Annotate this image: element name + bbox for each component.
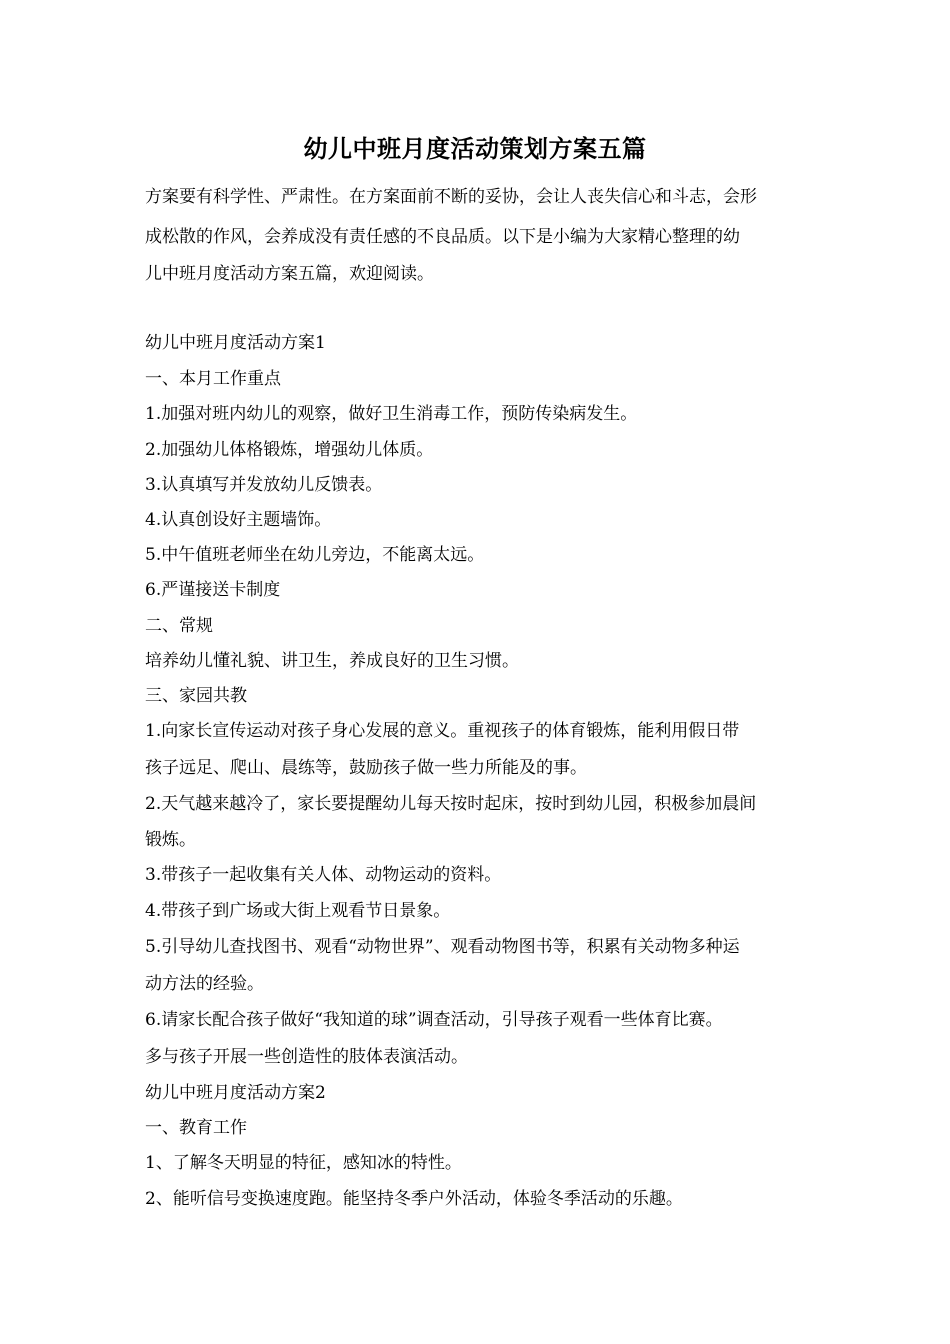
family-item-6-line-1: 6.请家长配合孩子做好“我知道的球”调查活动，引导孩子观看一些体育比赛。 [145,1010,723,1030]
family-item-5-line-2: 动方法的经验。 [145,974,264,994]
plan1-item-1: 1.加强对班内幼儿的观察，做好卫生消毒工作，预防传染病发生。 [145,404,638,424]
plan1-item-6: 6.严谨接送卡制度 [145,580,281,600]
document-title: 幼儿中班月度活动策划方案五篇 [303,134,647,163]
intro-line-2: 成松散的作风，会养成没有责任感的不良品质。以下是小编为大家精心整理的幼 [145,227,740,247]
family-item-1-line-1: 1.向家长宣传运动对孩子身心发展的意义。重视孩子的体育锻炼，能利用假日带 [145,721,740,741]
plan1-section3-title: 三、家园共教 [145,686,247,706]
plan1-heading: 幼儿中班月度活动方案1 [145,333,326,353]
family-item-3: 3.带孩子一起收集有关人体、动物运动的资料。 [145,865,502,885]
plan1-section2-text: 培养幼儿懂礼貌、讲卫生，养成良好的卫生习惯。 [145,651,519,671]
intro-line-1: 方案要有科学性、严肃性。在方案面前不断的妥协，会让人丧失信心和斗志，会形 [145,187,757,207]
plan1-item-4: 4.认真创设好主题墙饰。 [145,510,332,530]
plan1-item-2: 2.加强幼儿体格锻炼，增强幼儿体质。 [145,440,434,460]
family-item-4: 4.带孩子到广场或大街上观看节日景象。 [145,901,451,921]
family-item-6-line-2: 多与孩子开展一些创造性的肢体表演活动。 [145,1047,468,1067]
plan1-section2-title: 二、常规 [145,616,213,636]
family-item-2-line-1: 2.天气越来越冷了，家长要提醒幼儿每天按时起床，按时到幼儿园，积极参加晨间 [145,794,757,814]
plan2-item-1: 1、了解冬天明显的特征，感知冰的特性。 [145,1153,462,1173]
family-item-5-line-1: 5.引导幼儿查找图书、观看“动物世界”、观看动物图书等，积累有关动物多种运 [145,937,740,957]
family-item-2-line-2: 锻炼。 [145,830,196,850]
plan1-item-5: 5.中午值班老师坐在幼儿旁边，不能离太远。 [145,545,485,565]
family-item-1-line-2: 孩子远足、爬山、晨练等，鼓励孩子做一些力所能及的事。 [145,758,587,778]
plan1-item-3: 3.认真填写并发放幼儿反馈表。 [145,475,383,495]
plan2-section1-title: 一、教育工作 [145,1118,247,1138]
plan2-item-2: 2、能听信号变换速度跑。能坚持冬季户外活动，体验冬季活动的乐趣。 [145,1189,683,1209]
intro-line-3: 儿中班月度活动方案五篇，欢迎阅读。 [145,264,434,284]
plan1-section1-title: 一、本月工作重点 [145,369,281,389]
plan2-heading: 幼儿中班月度活动方案2 [145,1083,326,1103]
